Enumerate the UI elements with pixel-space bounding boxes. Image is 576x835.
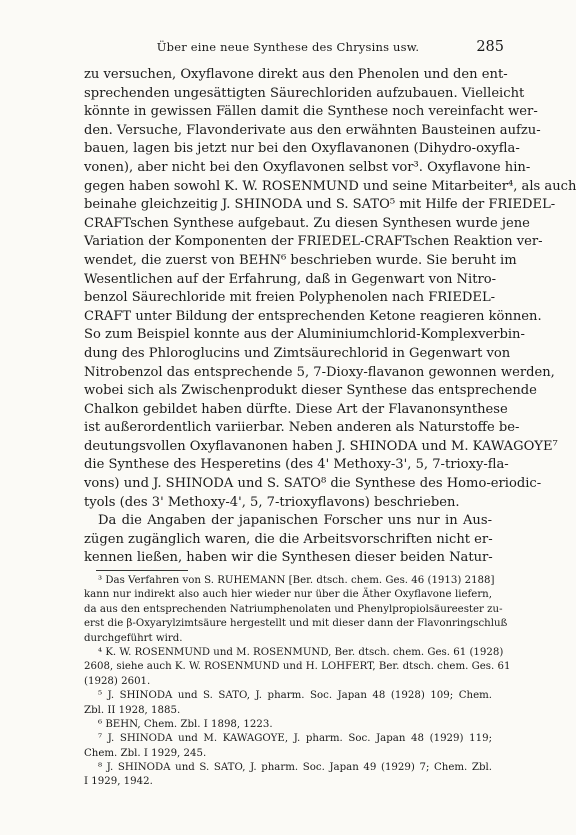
text-line: den. Versuche, Flavonderivate aus den erwähnten Bausteinen aufzu- (84, 122, 541, 138)
body-text (84, 66, 576, 568)
footnote-line: ⁵ J. SHINODA und S. SATO, J. pharm. Soc. Japan 48 (1928) 109; Chem. (98, 690, 492, 702)
footnote-line: ⁸ J. SHINODA und S. SATO, J. pharm. Soc. Japan 49 (1929) 7; Chem. Zbl. (98, 762, 492, 774)
running-title: Über eine neue Synthese des Chrysins usw. (156, 40, 420, 54)
page-number: 285 (476, 39, 504, 55)
text-line: Variation der Komponenten der FRIEDEL-CRAFTschen Reaktion ver- (84, 234, 543, 250)
text-line: vons) und J. SHINODA und S. SATO⁸ die Synthese des Homo-eriodic- (84, 476, 542, 492)
footnote-line: ³ Das Verfahren von S. RUHEMANN [Ber. dtsch. chem. Ges. 46 (1913) 2188] (98, 575, 495, 586)
page-header (0, 40, 576, 62)
footnote-line: ⁷ J. SHINODA und M. KAWAGOYE, J. pharm. Soc. Japan 48 (1929) 119; (98, 733, 492, 745)
text-line: bauen, lagen bis jetzt nur bei den Oxyflavanonen (Dihydro-oxyfla- (84, 141, 520, 157)
text-line: benzol Säurechloride mit freien Polyphenolen nach FRIEDEL- (84, 290, 496, 306)
footnote-line: Zbl. II 1928, 1885. (84, 704, 181, 716)
text-line: zu versuchen, Oxyflavone direkt aus den Phenolen und den ent- (84, 67, 508, 82)
text-line: vonen), aber nicht bei den Oxyflavonen selbst vor³. Oxyflavone hin- (84, 159, 531, 175)
footnote-divider (96, 570, 188, 571)
text-line: gegen haben sowohl K. W. ROSENMUND und seine Mitarbeiter⁴, als auch (84, 178, 576, 194)
footnote-line: da aus den entsprechenden Natriumphenolaten und Phenylpropiolsäureester zu- (84, 603, 503, 615)
footnote-line: I 1929, 1942. (84, 776, 153, 788)
footnote-line: durchgeführt wird. (84, 632, 183, 644)
text-line: wendet, die zuerst von BEHN⁶ beschrieben wurde. Sie beruht im (84, 252, 517, 268)
text-line: die Synthese des Hesperetins (des 4' Methoxy-3', 5, 7-trioxy-fla- (84, 457, 509, 473)
text-line: Chalkon gebildet haben dürfte. Diese Art der Flavanonsynthese (84, 401, 508, 417)
text-line: CRAFT unter Bildung der entsprechenden Ketone reagieren können. (84, 308, 542, 324)
text-line: beinahe gleichzeitig J. SHINODA und S. SATO⁵ mit Hilfe der FRIEDEL- (84, 197, 556, 213)
text-line: wobei sich als Zwischenprodukt dieser Synthese das entsprechende (84, 383, 537, 399)
text-line: könnte in gewissen Fällen damit die Synthese noch vereinfacht wer- (84, 104, 538, 120)
footnote-line: erst die β-Oxyarylzimtsäure hergestellt und mit dieser dann der Flavonringschluß (84, 618, 508, 630)
footnote-line: 2608, siehe auch K. W. ROSENMUND und H. LOHFERT, Ber. dtsch. chem. Ges. 61 (84, 661, 511, 673)
footnote-line: ⁴ K. W. ROSENMUND und M. ROSENMUND, Ber. dtsch. chem. Ges. 61 (1928) (98, 646, 504, 658)
text-line: Da die Angaben der japanischen Forscher uns nur in Aus- (98, 513, 492, 529)
text-line: ist außerordentlich variierbar. Neben anderen als Naturstoffe be- (84, 420, 520, 436)
text-line: kennen ließen, haben wir die Synthesen dieser beiden Natur- (84, 550, 493, 566)
text-line: dung des Phloroglucins und Zimtsäurechlorid in Gegenwart von (84, 345, 511, 361)
text-line: Nitrobenzol das entsprechende 5, 7-Dioxy-flavanon gewonnen werden, (84, 364, 555, 380)
text-line: tyols (des 3' Methoxy-4', 5, 7-trioxyflavons) beschrieben. (84, 494, 460, 510)
text-line: deutungsvollen Oxyflavanonen haben J. SHINODA und M. KAWAGOYE⁷ (84, 438, 558, 454)
footnote-line: kann nur indirekt also auch hier wieder nur über die Äther Oxyflavone liefern, (84, 589, 492, 601)
text-line: zügen zugänglich waren, die die Arbeitsvorschriften nicht er- (84, 531, 493, 547)
text-line: Wesentlichen auf der Erfahrung, daß in Gegenwart von Nitro- (84, 271, 497, 287)
footnote-line: (1928) 2601. (84, 675, 151, 687)
footnote-line: ⁶ BEHN, Chem. Zbl. I 1898, 1223. (98, 718, 273, 730)
text-line: So zum Beispiel konnte aus der Aluminiumchlorid-Komplexverbin- (84, 327, 525, 343)
text-line: CRAFTschen Synthese aufgebaut. Zu diesen Synthesen wurde jene (84, 215, 530, 231)
text-line: sprechenden ungesättigten Säurechloriden aufzubauen. Vielleicht (84, 85, 525, 101)
footnotes (84, 574, 511, 790)
footnote-line: Chem. Zbl. I 1929, 245. (84, 747, 207, 759)
